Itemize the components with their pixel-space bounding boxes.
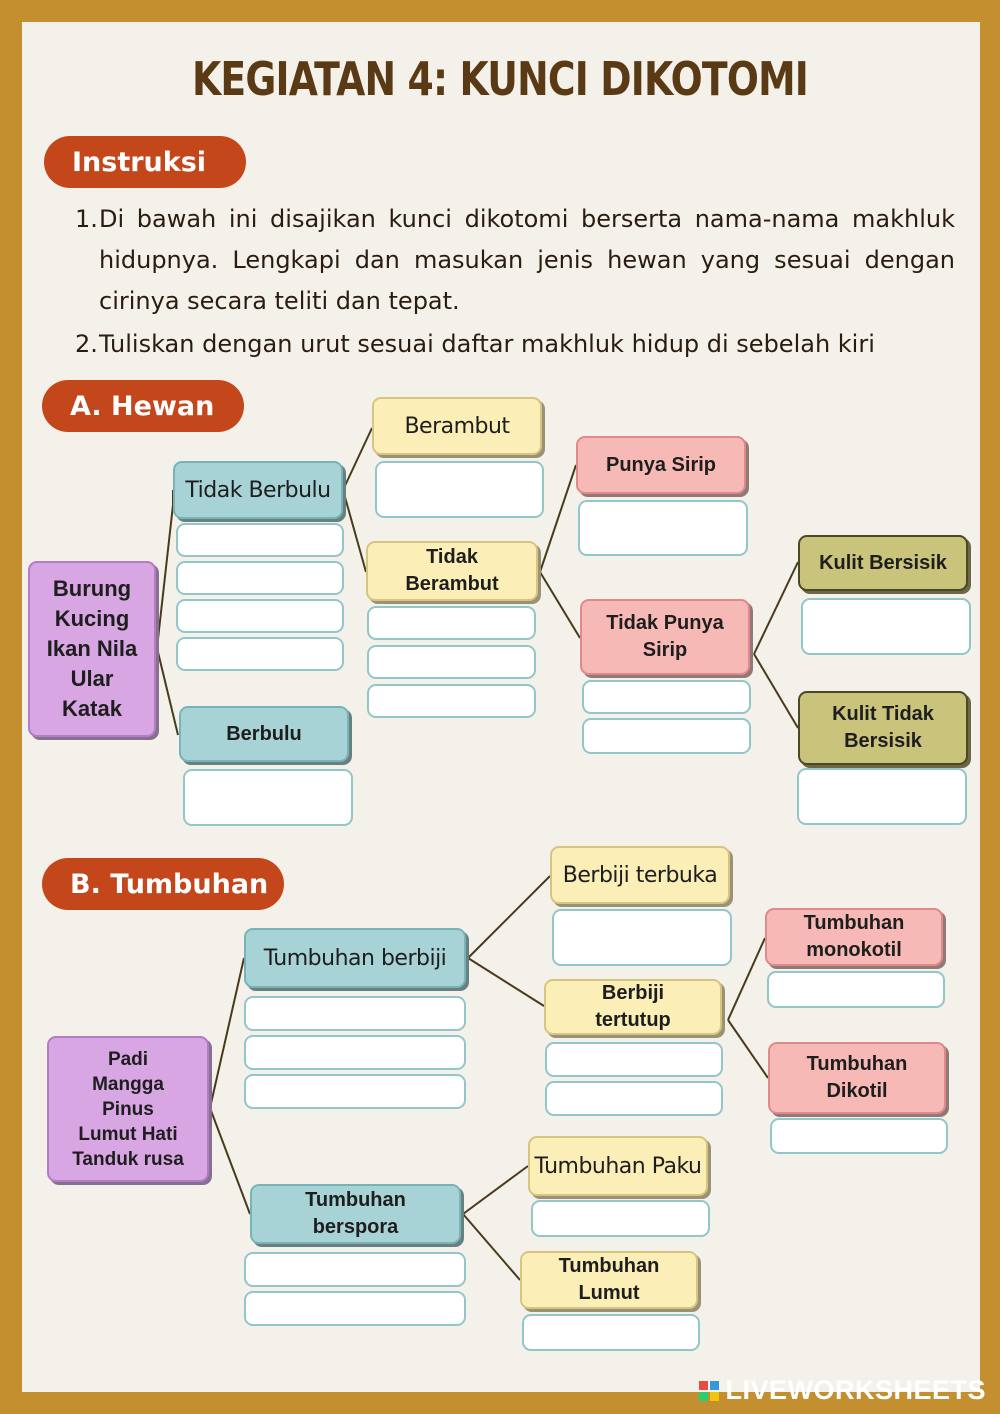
node-berbiji-tertutup: Berbiji tertutup (544, 979, 722, 1035)
animal-list-item: Katak (62, 696, 122, 721)
node-tumbuhan-paku: Tumbuhan Paku (528, 1136, 708, 1196)
node-punya-sirip: Punya Sirip (576, 436, 746, 494)
instructions-heading: Instruksi (44, 136, 246, 188)
answer-box[interactable] (545, 1081, 723, 1116)
answer-box[interactable] (176, 637, 344, 671)
node-tidak-berambut: Tidak Berambut (366, 541, 538, 601)
node-tumbuhan-berbiji: Tumbuhan berbiji (244, 928, 466, 988)
answer-box[interactable] (183, 769, 353, 826)
node-kulit-bersisik: Kulit Bersisik (798, 535, 968, 591)
answer-box[interactable] (244, 1074, 466, 1109)
node-berbulu: Berbulu (179, 706, 349, 762)
node-tumbuhan-dikotil: Tumbuhan Dikotil (768, 1042, 946, 1114)
answer-box[interactable] (578, 500, 748, 556)
instruction-text: Tuliskan dengan urut sesuai daftar makhluk hidup di sebelah kiri (99, 330, 875, 358)
node-berbiji-terbuka: Berbiji terbuka (550, 846, 730, 904)
answer-box[interactable] (531, 1200, 710, 1237)
section-b-heading: B. Tumbuhan (42, 858, 284, 910)
instruction-item-1 (75, 199, 955, 315)
page-title: KEGIATAN 4: KUNCI DIKOTOMI (191, 52, 809, 106)
answer-box[interactable] (375, 461, 544, 518)
plant-list-item: Tanduk rusa (72, 1148, 184, 1170)
instruction-number: 1. (75, 205, 98, 233)
node-tumbuhan-lumut: Tumbuhan Lumut (520, 1251, 698, 1309)
footer-brand (699, 1375, 986, 1406)
answer-box[interactable] (367, 645, 536, 679)
animal-list-item: Ikan Nila (46, 636, 138, 661)
answer-box[interactable] (176, 561, 344, 595)
answer-box[interactable] (582, 680, 751, 714)
answer-box[interactable] (797, 768, 967, 825)
answer-box[interactable] (770, 1118, 948, 1154)
node-tidak-punya-sirip: Tidak Punya Sirip (580, 599, 750, 675)
answer-box[interactable] (545, 1042, 723, 1077)
answer-box[interactable] (367, 684, 536, 718)
node-kulit-tidak-bersisik: Kulit Tidak Bersisik (798, 691, 968, 765)
answer-box[interactable] (801, 598, 971, 655)
node-berambut: Berambut (372, 397, 542, 455)
brand-name: LIVEWORKSHEETS (725, 1375, 986, 1405)
instruction-item-2 (75, 324, 975, 365)
node-tidak-berbulu: Tidak Berbulu (173, 461, 343, 519)
answer-box[interactable] (552, 909, 732, 966)
plant-list-item: Mangga (92, 1073, 164, 1095)
animal-list-item: Burung (52, 576, 132, 601)
section-a-heading: A. Hewan (42, 380, 244, 432)
answer-box[interactable] (244, 1252, 466, 1287)
animal-list-item: Ular (70, 666, 114, 691)
answer-box[interactable] (367, 606, 536, 640)
plant-list-item: Lumut Hati (78, 1123, 178, 1145)
answer-box[interactable] (244, 996, 466, 1031)
instruction-text: Di bawah ini disajikan kunci dikotomi berserta nama-nama makhluk hidupnya. Lengkapi dan masukan jenis hewan yang sesuai dengan cirinya secara teliti dan tepat. (99, 205, 955, 315)
answer-box[interactable] (522, 1314, 700, 1351)
answer-box[interactable] (582, 718, 751, 754)
answer-box[interactable] (767, 971, 945, 1008)
node-tumbuhan-berspora: Tumbuhan berspora (250, 1184, 461, 1244)
answer-box[interactable] (244, 1291, 466, 1326)
liveworksheets-logo-icon (699, 1381, 719, 1401)
answer-box[interactable] (176, 599, 344, 633)
node-tumbuhan-monokotil: Tumbuhan monokotil (765, 908, 943, 966)
plant-list (47, 1036, 209, 1182)
instruction-number: 2. (75, 330, 98, 358)
plant-list-item: Padi (107, 1048, 149, 1070)
animal-list (28, 561, 156, 737)
animal-list-item: Kucing (54, 606, 130, 631)
plant-list-item: Pinus (102, 1098, 154, 1120)
answer-box[interactable] (176, 523, 344, 557)
answer-box[interactable] (244, 1035, 466, 1070)
